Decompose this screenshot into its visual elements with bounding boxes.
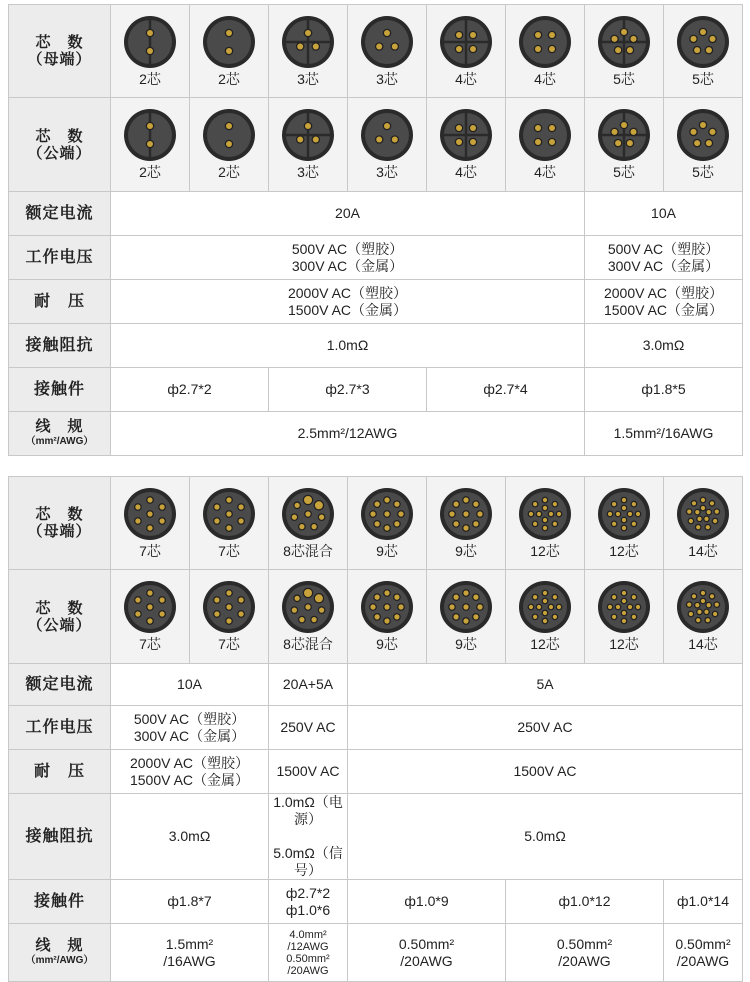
pin-count-label: 12芯: [530, 636, 560, 652]
connector-3pin-split-icon: [269, 108, 347, 162]
wire-gauge-value: [664, 924, 743, 982]
wire-line: 0.50mm²: [556, 935, 613, 952]
contact-value: [269, 880, 348, 924]
connector-7pin-icon: [111, 580, 189, 634]
pin-cell: [111, 5, 190, 98]
pin-count-label: 4芯: [534, 70, 556, 87]
male-header-sub: （公端）: [27, 144, 92, 162]
pin-cell: [190, 5, 269, 98]
contact-resistance-value: 1.0mΩ: [111, 324, 585, 368]
pin-cell: [664, 5, 743, 98]
contact-row: [9, 880, 743, 924]
pin-cell: [348, 98, 427, 192]
pin-cell: [506, 5, 585, 98]
contact-value: ф1.0*12: [506, 880, 664, 924]
wire-gauge-value: 2.5mm²/12AWG: [111, 412, 585, 456]
wire-gauge-row: [9, 412, 743, 456]
connector-14pin-icon: [664, 487, 742, 541]
pin-cell: [427, 477, 506, 570]
pin-count-label: 4芯: [455, 164, 477, 180]
withstand-voltage-value: [111, 750, 269, 794]
connector-12pin-icon: [585, 580, 663, 634]
pin-count-label: 2芯: [139, 70, 161, 87]
contact-header: 接触件: [9, 880, 111, 924]
female-header: [9, 477, 111, 570]
wire-line: 0.50mm²: [286, 952, 330, 965]
pin-cell: [348, 477, 427, 570]
pin-count-label: 9芯: [376, 542, 398, 559]
working-voltage-header: 工作电压: [9, 706, 111, 750]
male-row: [9, 98, 743, 192]
pin-cell: [585, 98, 664, 192]
pin-cell: [664, 98, 743, 192]
contact-value: ф1.8*7: [111, 880, 269, 924]
pin-count-label: 2芯: [139, 164, 161, 180]
contact-resistance-row: [9, 324, 743, 368]
male-header-sub: （公端）: [27, 616, 92, 634]
connector-2pin-icon: [190, 15, 268, 69]
pin-cell: [111, 477, 190, 570]
wire-gauge-unit: （mm²/AWG）: [25, 955, 94, 966]
connector-9pin-icon: [427, 487, 505, 541]
pin-count-label: 7芯: [218, 636, 240, 652]
voltage-line: 300V AC（金属）: [607, 257, 720, 274]
contact-value: ф2.7*2: [111, 368, 269, 412]
pin-count-label: 4芯: [534, 164, 556, 180]
pin-count-label: 3芯: [376, 70, 398, 87]
connector-9pin-icon: [348, 580, 426, 634]
connector-9pin-icon: [348, 487, 426, 541]
pin-cell: [348, 5, 427, 98]
connector-7pin-icon: [190, 487, 268, 541]
contact-resistance-value: 3.0mΩ: [585, 324, 743, 368]
connector-8pin-mixed-icon: [269, 580, 347, 634]
pin-count-label: 9芯: [455, 636, 477, 652]
rated-current-value: 10A: [585, 192, 743, 236]
connector-5pin-split-icon: [585, 108, 663, 162]
connector-12pin-icon: [506, 580, 584, 634]
connector-5pin-icon: [664, 108, 742, 162]
pin-count-label: 9芯: [455, 542, 477, 559]
pin-count-label: 2芯: [218, 164, 240, 180]
rated-current-value: 5A: [348, 664, 743, 706]
pin-count-label: 9芯: [376, 636, 398, 652]
female-header-sub: （母端）: [27, 51, 92, 68]
voltage-line: 300V AC（金属）: [291, 257, 404, 274]
pin-cell: [585, 570, 664, 664]
contact-value: ф1.0*9: [348, 880, 506, 924]
pin-cell: [427, 98, 506, 192]
pin-count-label: 8芯混合: [283, 542, 333, 559]
working-voltage-value: 250V AC: [269, 706, 348, 750]
pin-cell: [190, 98, 269, 192]
resistance-line: 1.0mΩ（电源）: [273, 794, 343, 827]
male-header: [9, 98, 111, 192]
contact-row: [9, 368, 743, 412]
pin-count-label: 5芯: [692, 70, 714, 87]
pin-cell: [190, 477, 269, 570]
connector-12pin-icon: [506, 487, 584, 541]
connector-4pin-icon: [506, 15, 584, 69]
connector-9pin-icon: [427, 580, 505, 634]
pin-count-label: 7芯: [139, 542, 161, 559]
pin-count-label: 4芯: [455, 70, 477, 87]
pin-cell: [427, 5, 506, 98]
withstand-voltage-header: 耐 压: [9, 280, 111, 324]
working-voltage-row: [9, 236, 743, 280]
withstand-line: 2000V AC（塑胶）: [603, 284, 724, 301]
connector-8pin-mixed-icon: [269, 487, 347, 541]
contact-resistance-value: 5.0mΩ: [348, 794, 743, 880]
wire-gauge-unit: （mm²/AWG）: [25, 436, 94, 447]
contact-line: ф2.7*2: [285, 884, 331, 901]
working-voltage-value: [111, 236, 585, 280]
contact-resistance-row: [9, 794, 743, 880]
contact-resistance-value: 3.0mΩ: [111, 794, 269, 880]
pin-count-label: 14芯: [688, 636, 718, 652]
pin-count-label: 7芯: [139, 636, 161, 652]
pin-count-label: 7芯: [218, 542, 240, 559]
working-voltage-value: [111, 706, 269, 750]
contact-value: ф2.7*3: [269, 368, 427, 412]
rated-current-header: 额定电流: [9, 192, 111, 236]
pin-cell: [506, 570, 585, 664]
connector-12pin-icon: [585, 487, 663, 541]
pin-count-label: 8芯混合: [283, 636, 333, 652]
spec-table-2: [8, 476, 743, 982]
wire-line: /20AWG: [676, 952, 730, 969]
pin-cell: [664, 570, 743, 664]
wire-line: /20AWG: [287, 964, 329, 977]
wire-gauge-value: [111, 924, 269, 982]
male-row: [9, 570, 743, 664]
wire-line: 4.0mm²: [289, 928, 327, 941]
wire-line: 1.5mm²: [165, 935, 214, 952]
connector-7pin-icon: [111, 487, 189, 541]
voltage-line: 500V AC（塑胶）: [607, 240, 720, 257]
connector-2pin-split-icon: [111, 15, 189, 69]
wire-line: 0.50mm²: [398, 935, 455, 952]
connector-4pin-split-icon: [427, 15, 505, 69]
pin-count-label: 5芯: [613, 70, 635, 87]
working-voltage-header: 工作电压: [9, 236, 111, 280]
spec-table-1: [8, 4, 743, 456]
connector-2pin-icon: [190, 108, 268, 162]
rated-current-row: [9, 192, 743, 236]
withstand-line: 1500V AC（金属）: [129, 771, 250, 788]
voltage-line: 500V AC（塑胶）: [133, 710, 246, 727]
working-voltage-value: [585, 236, 743, 280]
pin-cell: [269, 5, 348, 98]
connector-3pin-split-icon: [269, 15, 347, 69]
withstand-voltage-value: 1500V AC: [269, 750, 348, 794]
voltage-line: 500V AC（塑胶）: [291, 240, 404, 257]
contact-value: ф1.8*5: [585, 368, 743, 412]
wire-line: /20AWG: [400, 952, 453, 969]
wire-gauge-value: [269, 924, 348, 982]
connector-4pin-icon: [506, 108, 584, 162]
working-voltage-value: 250V AC: [348, 706, 743, 750]
wire-line: /16AWG: [163, 952, 216, 969]
wire-line: 0.50mm²: [675, 935, 731, 952]
pin-count-label: 3芯: [297, 164, 319, 180]
pin-cell: [269, 477, 348, 570]
connector-14pin-icon: [664, 580, 742, 634]
withstand-line: 1500V AC（金属）: [603, 301, 724, 318]
connector-3pin-icon: [348, 108, 426, 162]
pin-cell: [269, 570, 348, 664]
pin-count-label: 5芯: [613, 164, 635, 180]
pin-cell: [585, 5, 664, 98]
pin-count-label: 12芯: [609, 542, 639, 559]
connector-2pin-split-icon: [111, 108, 189, 162]
contact-resistance-value: [269, 794, 348, 880]
wire-line: /20AWG: [558, 952, 611, 969]
connector-4pin-split-icon: [427, 108, 505, 162]
connector-3pin-icon: [348, 15, 426, 69]
female-header-label: 芯 数: [35, 34, 84, 51]
withstand-line: 1500V AC（金属）: [287, 301, 408, 318]
female-row: [9, 477, 743, 570]
contact-resistance-header: 接触阻抗: [9, 794, 111, 880]
contact-value: ф2.7*4: [427, 368, 585, 412]
wire-gauge-header: [9, 924, 111, 982]
withstand-voltage-value: [111, 280, 585, 324]
female-header-label: 芯 数: [35, 506, 84, 523]
rated-current-header: 额定电流: [9, 664, 111, 706]
male-header-label: 芯 数: [35, 127, 84, 145]
wire-gauge-header: [9, 412, 111, 456]
pin-cell: [190, 570, 269, 664]
male-header-label: 芯 数: [35, 599, 84, 617]
withstand-voltage-value: 1500V AC: [348, 750, 743, 794]
rated-current-row: [9, 664, 743, 706]
connector-5pin-icon: [664, 15, 742, 69]
contact-line: ф1.0*6: [285, 901, 331, 918]
connector-5pin-split-icon: [585, 15, 663, 69]
contact-resistance-header: 接触阻抗: [9, 324, 111, 368]
wire-gauge-value: [348, 924, 506, 982]
wire-gauge-value: [506, 924, 664, 982]
male-header: [9, 570, 111, 664]
female-header: [9, 5, 111, 98]
working-voltage-row: [9, 706, 743, 750]
female-header-sub: （母端）: [27, 523, 92, 540]
rated-current-value: 10A: [111, 664, 269, 706]
resistance-line: 5.0mΩ（信号）: [273, 845, 343, 878]
wire-line: /12AWG: [287, 940, 329, 953]
pin-cell: [111, 98, 190, 192]
pin-cell: [427, 570, 506, 664]
withstand-voltage-row: [9, 750, 743, 794]
pin-count-label: 12芯: [609, 636, 639, 652]
rated-current-value: 20A+5A: [269, 664, 348, 706]
withstand-voltage-header: 耐 压: [9, 750, 111, 794]
pin-count-label: 12芯: [530, 542, 560, 559]
contact-value: ф1.0*14: [664, 880, 743, 924]
pin-cell: [585, 477, 664, 570]
pin-cell: [111, 570, 190, 664]
rated-current-value: 20A: [111, 192, 585, 236]
withstand-voltage-value: [585, 280, 743, 324]
wire-gauge-value: 1.5mm²/16AWG: [585, 412, 743, 456]
withstand-voltage-row: [9, 280, 743, 324]
pin-cell: [664, 477, 743, 570]
pin-cell: [506, 98, 585, 192]
contact-header: 接触件: [9, 368, 111, 412]
pin-count-label: 3芯: [297, 70, 319, 87]
pin-count-label: 3芯: [376, 164, 398, 180]
pin-cell: [506, 477, 585, 570]
connector-7pin-icon: [190, 580, 268, 634]
wire-gauge-label: 线 规: [35, 937, 84, 954]
withstand-line: 2000V AC（塑胶）: [129, 754, 250, 771]
pin-count-label: 14芯: [688, 542, 718, 559]
pin-count-label: 2芯: [218, 70, 240, 87]
wire-gauge-row: [9, 924, 743, 982]
pin-cell: [348, 570, 427, 664]
wire-gauge-label: 线 规: [35, 418, 84, 435]
withstand-line: 2000V AC（塑胶）: [287, 284, 408, 301]
pin-count-label: 5芯: [692, 164, 714, 180]
pin-cell: [269, 98, 348, 192]
female-row: [9, 5, 743, 98]
voltage-line: 300V AC（金属）: [133, 727, 246, 744]
